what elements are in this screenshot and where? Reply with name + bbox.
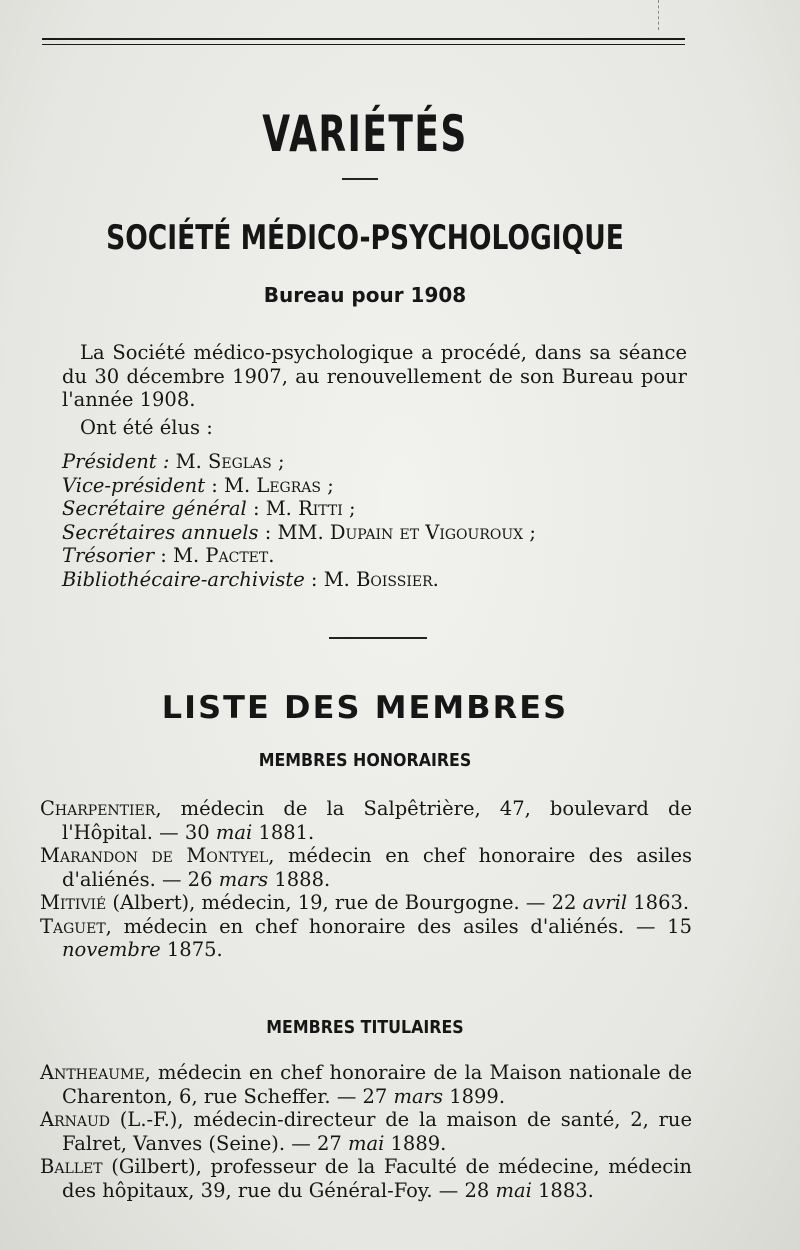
intro-paragraph xyxy=(62,341,687,412)
member-year: 1899. xyxy=(443,1084,506,1108)
member-month: mars xyxy=(218,867,269,891)
member-name: Antheaume xyxy=(40,1061,145,1084)
officer-end: ; xyxy=(523,520,536,544)
officer-item xyxy=(62,450,536,474)
member-month: novembre xyxy=(62,938,161,961)
member-entry xyxy=(40,844,692,891)
member-month: avril xyxy=(582,891,628,914)
officer-name: Ritti xyxy=(298,497,343,520)
honorary-members-list xyxy=(40,797,692,962)
officer-role: Bibliothécaire-archiviste xyxy=(62,567,305,591)
member-details: , médecin en chef honoraire des asiles d'aliénés. — 15 xyxy=(105,914,692,938)
member-month: mai xyxy=(215,820,253,844)
title-divider xyxy=(342,178,378,180)
member-details: , médecin de la Salpêtrière, 47, boulevard de l'Hôpital. — 30 xyxy=(62,797,692,844)
member-month: mai xyxy=(347,1131,385,1155)
officer-sep: M. xyxy=(169,450,208,473)
member-entry xyxy=(40,1061,692,1108)
members-list-title: LISTE DES MEMBRES xyxy=(161,690,569,726)
member-year: 1881. xyxy=(252,820,315,844)
officer-name: Legras xyxy=(256,473,321,497)
officer-end: ; xyxy=(321,473,334,497)
officer-role: Trésorier xyxy=(62,544,155,567)
officer-role: Secrétaire général xyxy=(62,497,247,520)
officer-item xyxy=(62,568,536,592)
officer-item xyxy=(62,474,536,498)
titular-members-heading: MEMBRES TITULAIRES xyxy=(266,1017,464,1038)
member-entry xyxy=(40,1155,692,1202)
officer-item xyxy=(62,544,536,568)
officer-end: ; xyxy=(271,450,285,473)
member-entry xyxy=(40,915,692,962)
member-name: Charpentier xyxy=(40,797,156,820)
member-details: (Albert), médecin, 19, rue de Bourgogne. — 22 xyxy=(106,891,583,914)
member-month: mars xyxy=(393,1084,443,1108)
officer-end: . xyxy=(268,544,275,567)
officer-name: Dupain et Vigouroux xyxy=(329,520,524,544)
member-name: Marandon de Montyel xyxy=(40,844,269,867)
officer-role: Vice-président xyxy=(62,473,206,497)
officer-name: Seglas xyxy=(207,450,272,473)
member-name: Arnaud xyxy=(40,1108,111,1131)
officer-name: Boissier xyxy=(356,567,433,591)
officer-item xyxy=(62,497,536,521)
society-title: SOCIÉTÉ MÉDICO-PSYCHOLOGIQUE xyxy=(106,218,624,258)
bureau-heading: Bureau pour 1908 xyxy=(263,283,467,307)
elected-label: Ont été élus : xyxy=(80,416,213,439)
member-year: 1875. xyxy=(160,938,223,961)
officer-sep: : MM. xyxy=(258,520,330,544)
intro-text: La Société médico-psychologique a procédé, dans sa séance du 30 décembre 1907, au renouvellement de son Bureau pour l'année 1908. xyxy=(62,341,687,411)
section-divider xyxy=(329,637,427,639)
member-details: , médecin en chef honoraire des asiles d'aliénés. — 26 xyxy=(62,844,692,891)
member-name: Ballet xyxy=(40,1155,103,1178)
member-month: mai xyxy=(495,1178,532,1202)
member-details: (Gilbert), professeur de la Faculté de médecine, médecin des hôpitaux, 39, rue du Général-Foy. — 28 xyxy=(62,1155,692,1202)
honorary-members-heading: MEMBRES HONORAIRES xyxy=(258,750,472,771)
member-year: 1889. xyxy=(384,1131,447,1155)
officer-role: Président : xyxy=(62,450,170,473)
page-scan-mark xyxy=(658,0,659,30)
officer-sep: : M. xyxy=(246,497,299,520)
top-double-rule xyxy=(42,38,685,45)
member-year: 1883. xyxy=(531,1178,594,1202)
titular-members-list xyxy=(40,1061,692,1202)
officer-sep: : M. xyxy=(154,544,206,567)
officer-end: . xyxy=(432,567,439,591)
member-name: Taguet xyxy=(40,914,106,938)
member-entry xyxy=(40,1108,692,1155)
officer-role: Secrétaires annuels xyxy=(62,520,259,544)
officer-end: ; xyxy=(342,497,356,520)
member-year: 1863. xyxy=(627,891,690,914)
member-details: , médecin en chef honoraire de la Maison nationale de Charenton, 6, rue Scheffer. — 27 xyxy=(62,1061,692,1108)
member-year: 1888. xyxy=(268,867,331,891)
member-entry xyxy=(40,797,692,844)
officer-sep: : M. xyxy=(304,567,357,591)
officer-sep: : M. xyxy=(205,473,257,497)
officer-list xyxy=(62,450,536,591)
member-details: (L.-F.), médecin-directeur de la maison de santé, 2, rue Falret, Vanves (Seine). — 27 xyxy=(62,1108,692,1155)
section-title: VARIÉTÉS xyxy=(262,105,468,163)
officer-item xyxy=(62,521,536,545)
officer-name: Pactet xyxy=(205,544,269,567)
member-name: Mitivié xyxy=(40,891,107,914)
member-entry xyxy=(40,891,692,915)
